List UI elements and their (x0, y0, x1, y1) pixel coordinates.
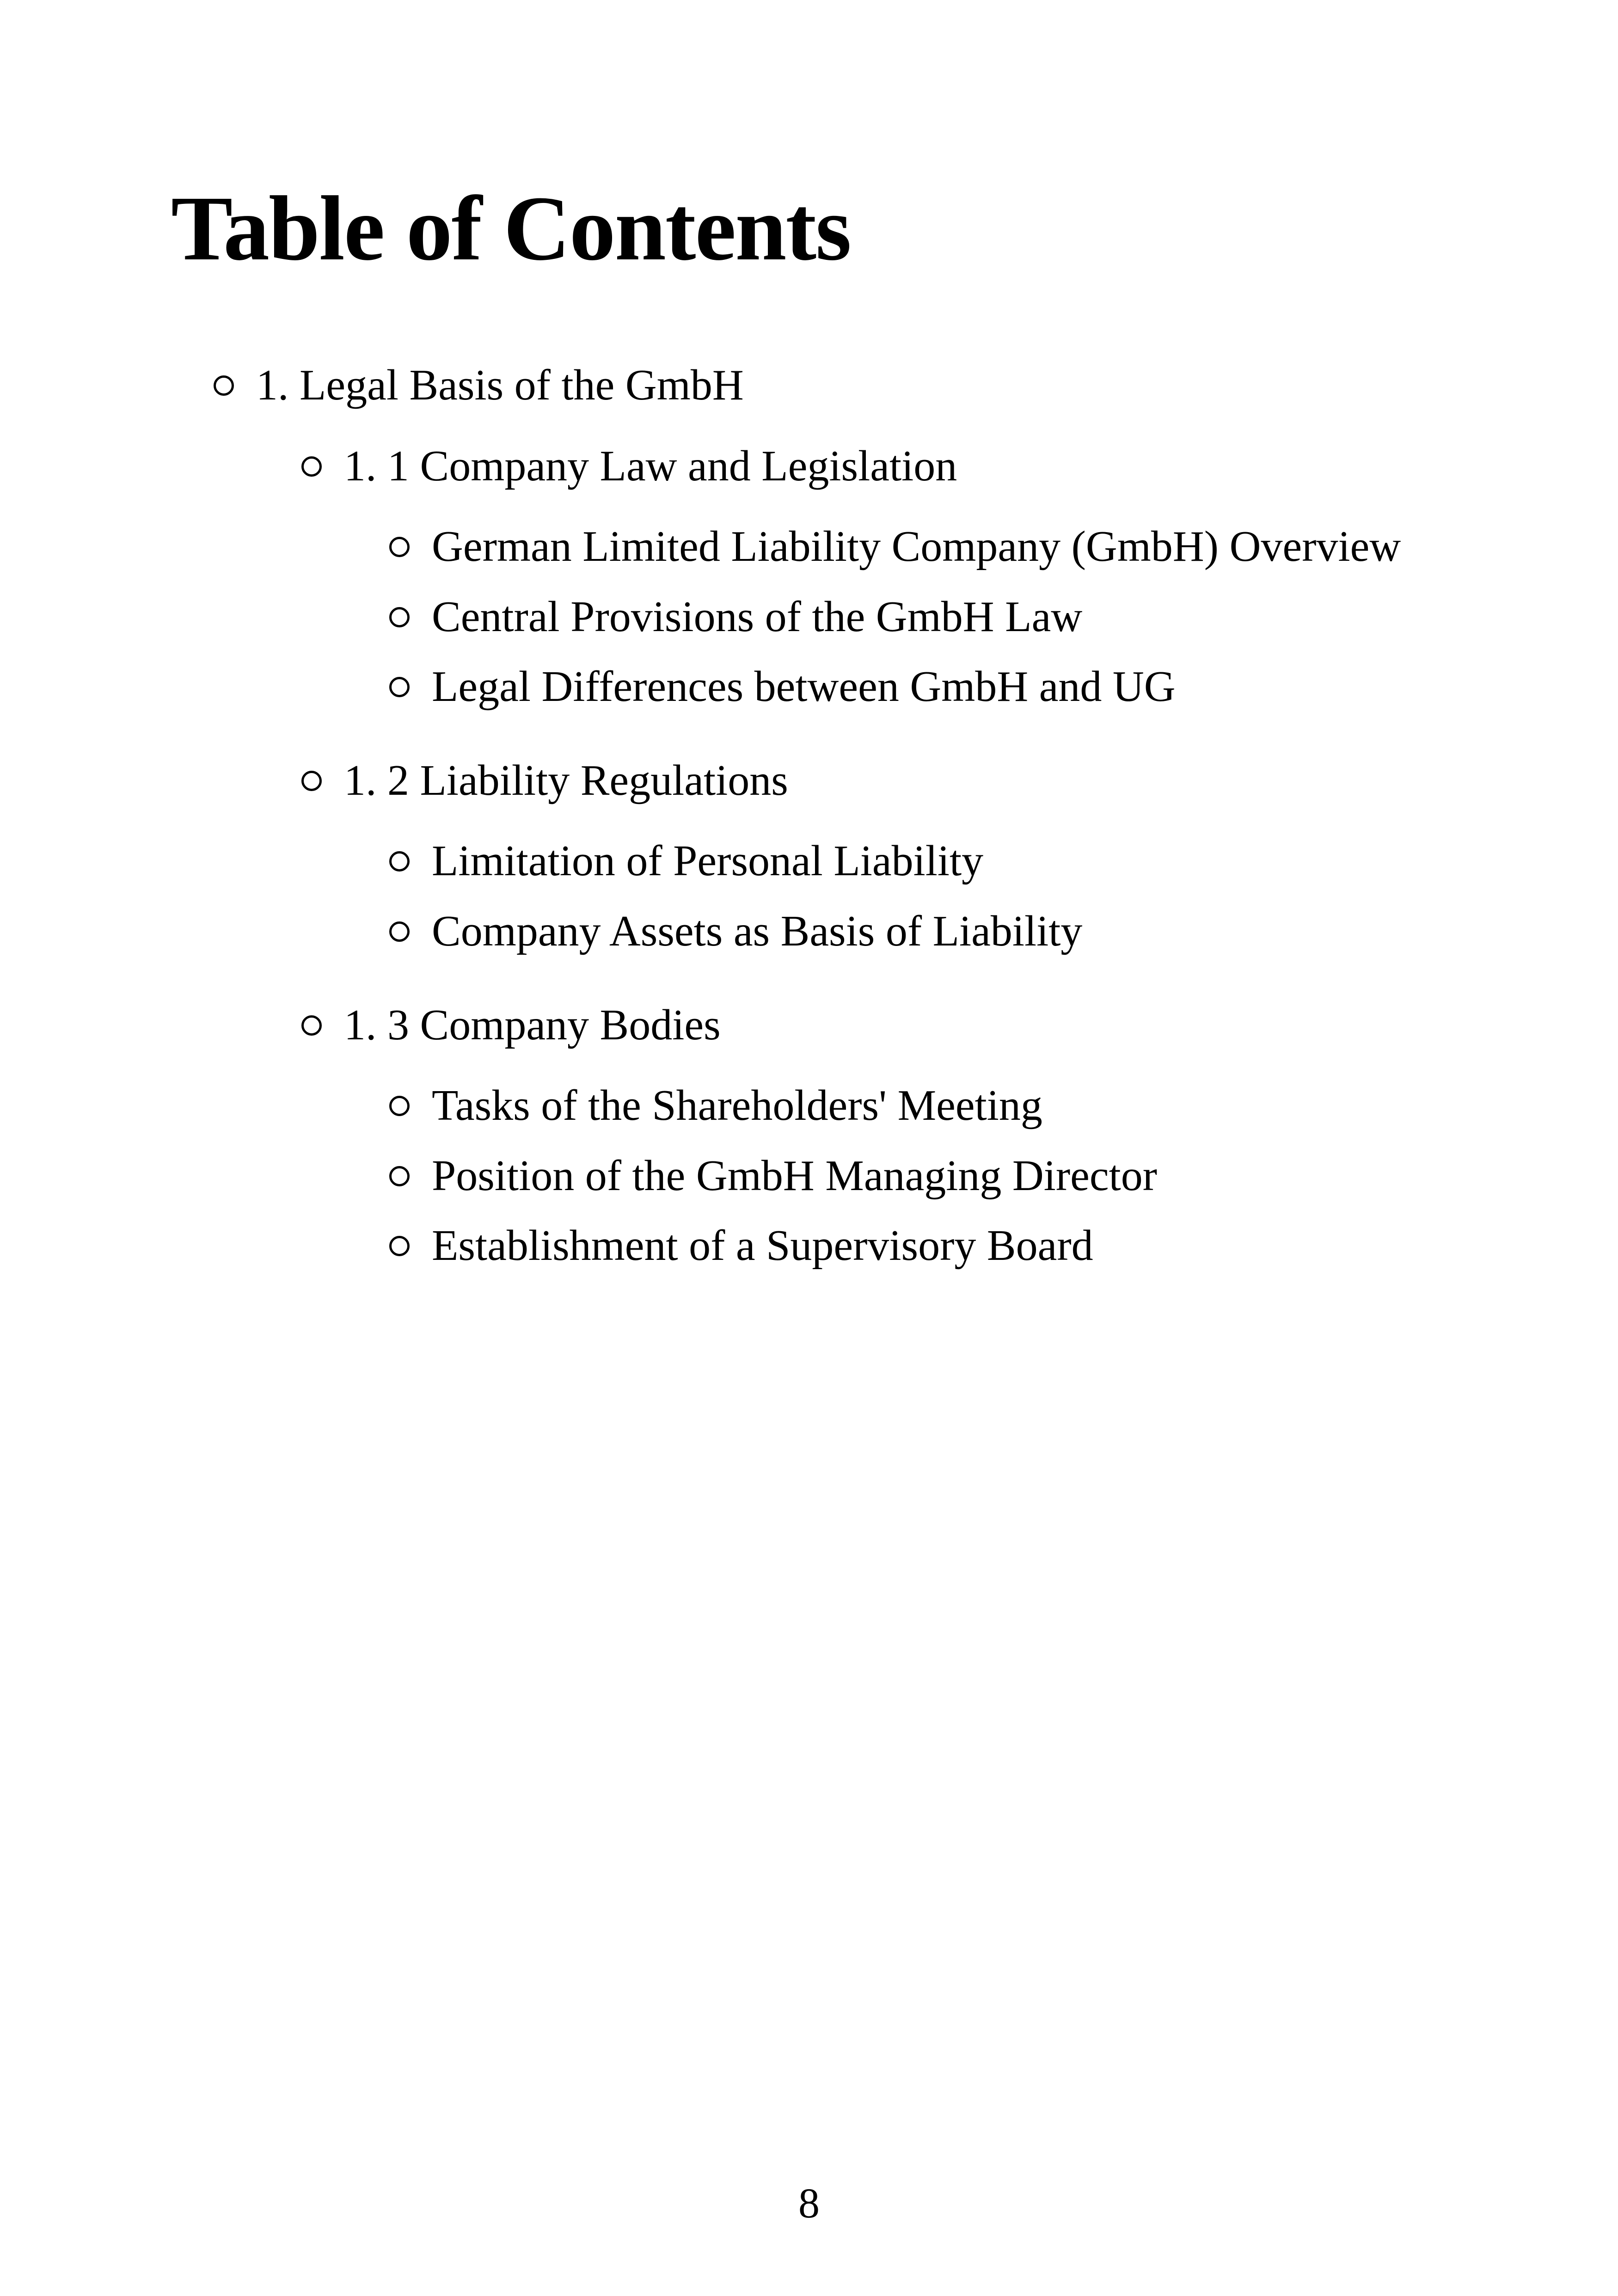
hollow-circle-bullet-icon (389, 1096, 410, 1116)
toc-chapter-1[interactable] (214, 360, 744, 411)
hollow-circle-bullet-icon (389, 677, 410, 697)
page-title: Table of Contents (171, 178, 851, 280)
hollow-circle-bullet-icon (389, 921, 410, 942)
toc-item-label: German Limited Liability Company (GmbH) Overview (432, 522, 1401, 571)
toc-item-label: Company Assets as Basis of Liability (432, 907, 1083, 955)
toc-section-1-3[interactable] (301, 1000, 721, 1050)
toc-section-1-2[interactable] (301, 755, 788, 806)
toc-item[interactable] (389, 906, 1082, 957)
hollow-circle-bullet-icon (301, 771, 322, 791)
toc-item[interactable] (389, 1080, 1042, 1131)
toc-item-label: Position of the GmbH Managing Director (432, 1152, 1158, 1200)
hollow-circle-bullet-icon (389, 1236, 410, 1256)
toc-section-label: 1. 3 Company Bodies (344, 1001, 721, 1049)
toc-item[interactable] (389, 1220, 1093, 1271)
toc-chapter-label: 1. Legal Basis of the GmbH (256, 361, 744, 409)
toc-item-label: Central Provisions of the GmbH Law (432, 593, 1083, 641)
hollow-circle-bullet-icon (389, 537, 410, 557)
hollow-circle-bullet-icon (389, 851, 410, 872)
toc-section-label: 1. 1 Company Law and Legislation (344, 442, 957, 490)
toc-item[interactable] (389, 835, 983, 886)
hollow-circle-bullet-icon (301, 1015, 322, 1036)
toc-item[interactable] (389, 661, 1176, 712)
toc-item[interactable] (389, 521, 1401, 572)
toc-item-label: Limitation of Personal Liability (432, 837, 984, 885)
toc-item-label: Legal Differences between GmbH and UG (432, 663, 1176, 711)
toc-item[interactable] (389, 1150, 1157, 1201)
toc-section-1-1[interactable] (301, 441, 957, 491)
hollow-circle-bullet-icon (389, 607, 410, 627)
toc-item[interactable] (389, 591, 1082, 642)
hollow-circle-bullet-icon (214, 375, 234, 396)
hollow-circle-bullet-icon (301, 456, 322, 477)
toc-section-label: 1. 2 Liability Regulations (344, 756, 788, 804)
toc-item-label: Tasks of the Shareholders' Meeting (432, 1081, 1042, 1130)
toc-item-label: Establishment of a Supervisory Board (432, 1222, 1093, 1270)
page-number: 8 (798, 2179, 820, 2227)
hollow-circle-bullet-icon (389, 1166, 410, 1186)
